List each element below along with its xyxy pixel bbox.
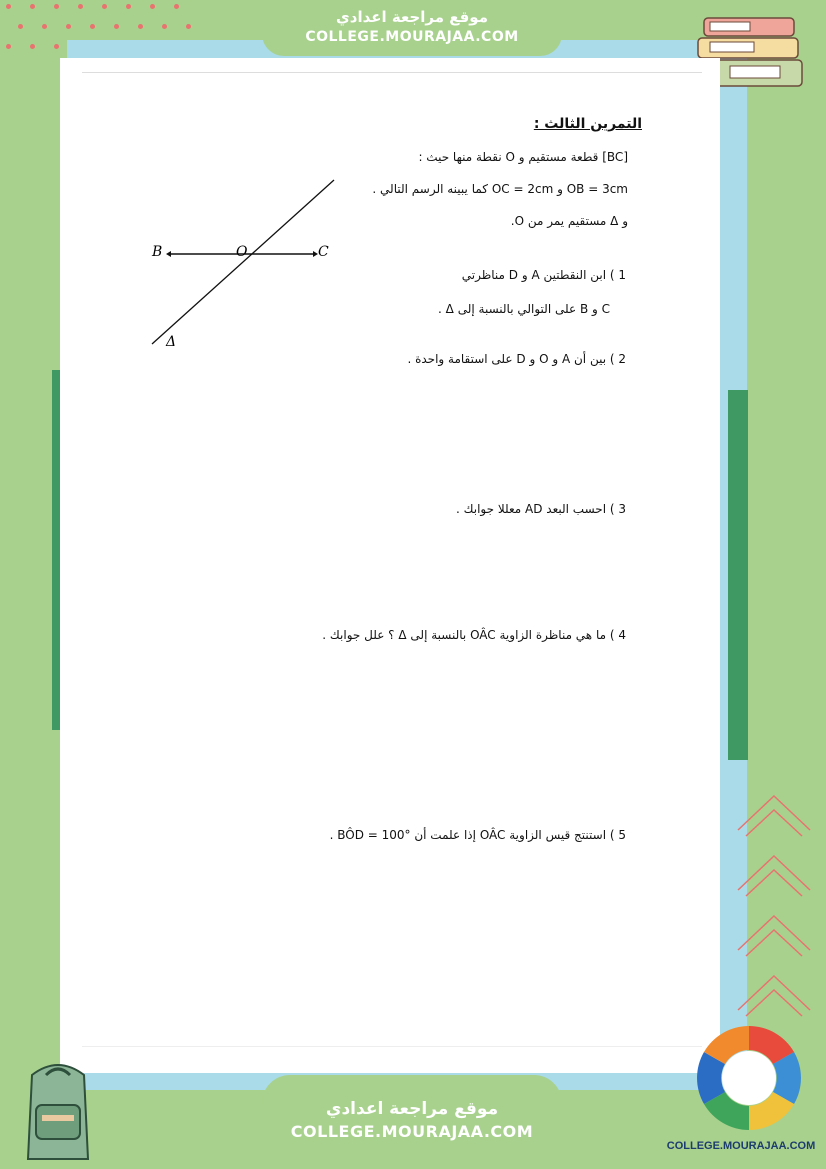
logo-caption: COLLEGE.MOURAJAA.COM (666, 1140, 816, 1152)
bottom-site-banner (262, 1075, 562, 1167)
label-c: C (318, 244, 329, 260)
site-domain: COLLEGE.MOURAJAA.COM (305, 29, 519, 45)
page-top-rule (82, 72, 702, 73)
chevron-up-icon (732, 790, 820, 1030)
exercise-intro-2: OB = 3cm و OC = 2cm كما يبينه الرسم التالي . (372, 182, 628, 196)
backpack-icon (2, 1055, 114, 1167)
top-site-banner (262, 6, 562, 56)
exercise-intro-3: و Δ مستقيم يمر من O. (510, 214, 628, 228)
footer-site-domain: COLLEGE.MOURAJAA.COM (290, 1122, 534, 1141)
geometry-figure (148, 176, 338, 356)
question-3: 3 ) احسب البعد AD معللا جوابك . (456, 502, 626, 516)
question-1-line-1: 1 ) ابن النقطتين A و D مناظرتي (461, 268, 626, 282)
line-delta (152, 180, 334, 344)
question-5: 5 ) استنتج قيس الزاوية OÂC إذا علمت أن BÔD = 100° . (329, 828, 626, 842)
label-delta: Δ (166, 334, 177, 350)
page-bottom-rule (82, 1046, 702, 1047)
question-4: 4 ) ما هي مناظرة الزاوية OÂC بالنسبة إلى Δ ؟ علل جوابك . (322, 628, 626, 642)
label-o: O (236, 244, 248, 260)
question-2: 2 ) بين أن A و O و D على استقامة واحدة . (407, 352, 626, 366)
point-b-marker (166, 251, 171, 257)
question-1-line-2: C و B على التوالي بالنسبة إلى Δ . (438, 302, 610, 316)
worksheet-page (60, 58, 720, 1073)
exercise-title: التمرين الثالث : (533, 116, 642, 132)
green-accent-right (728, 390, 748, 760)
site-logo-icon (694, 1020, 804, 1140)
label-b: B (152, 244, 163, 260)
footer-site-name: موقع مراجعة اعدادي (325, 1099, 499, 1119)
site-name: موقع مراجعة اعدادي (336, 8, 488, 26)
exercise-intro-1: [BC] قطعة مستقيم و O نقطة منها حيث : (418, 150, 628, 164)
